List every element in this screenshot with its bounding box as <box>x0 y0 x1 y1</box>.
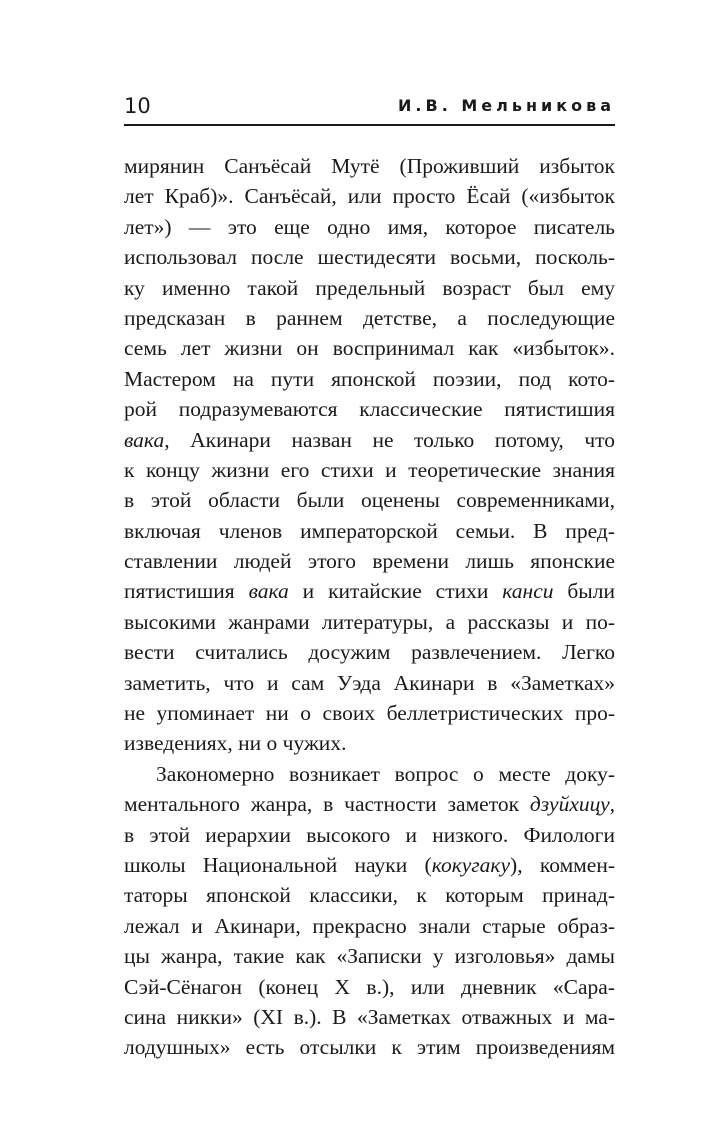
text-line: Мастером на пути японской поэзии, под кото- <box>124 366 615 391</box>
text-line: лет Краб)». Санъёсай, или просто Ёсай («избыток <box>124 184 615 209</box>
text-line: использовал после шестидесяти восьми, посколь- <box>124 245 615 270</box>
text-line: таторы японской классики, к которым принад- <box>124 883 615 908</box>
text-line: ставлении людей этого времени лишь японские <box>124 549 615 574</box>
text-line: вести считались досужим развлечением. Легко <box>124 640 615 665</box>
text-line: ментального жанра, в частности заметок дзуйхицу, <box>124 792 615 817</box>
text-line: школы Национальной науки (кокугаку), коммен- <box>124 852 615 877</box>
text-line-paragraph-end: изведениях, ни о чужих. <box>124 731 347 756</box>
text-line: не упоминает ни о своих беллетристических про- <box>124 701 615 726</box>
text-line: включая членов императорской семьи. В пред- <box>124 518 615 543</box>
text-line: предсказан в раннем детстве, а последующие <box>124 305 615 330</box>
running-head-author: И.В. Мельникова <box>398 96 615 115</box>
text-line: лежал и Акинари, прекрасно знали старые образ- <box>124 913 615 938</box>
text-line: мирянин Санъёсай Мутё (Проживший избыток <box>124 154 615 178</box>
text-line: лет») — это еще одно имя, которое писатель <box>124 214 615 239</box>
text-line: Сэй-Сёнагон (конец X в.), или дневник «Сара- <box>124 974 615 999</box>
text-line: высокими жанрами литературы, а рассказы и по- <box>124 609 615 634</box>
italic-term: канси <box>502 579 554 604</box>
text-line: пятистишия вака и китайские стихи канси были <box>124 579 615 604</box>
text-line-paragraph-start: Закономерно возникает вопрос о месте доку- <box>156 761 615 786</box>
text-line: в этой области были оценены современниками, <box>124 488 615 513</box>
page-number: 10 <box>124 94 151 118</box>
italic-term: вака <box>248 579 289 604</box>
text-line: лодушных» есть отсылки к этим произведениям <box>124 1035 615 1060</box>
body-text <box>124 151 615 1063</box>
text-line: ку именно такой предельный возраст был ему <box>124 275 615 300</box>
text-line: к концу жизни его стихи и теоретические знания <box>124 457 615 482</box>
text-line: вака, Акинари назван не только потому, что <box>124 427 615 452</box>
text-line: рой подразумеваются классические пятистишия <box>124 397 615 422</box>
text-line: заметить, что и сам Уэда Акинари в «Заметках» <box>124 670 615 695</box>
text-line: сина никки» (XI в.). В «Заметках отважных и ма- <box>124 1004 615 1029</box>
text-line: семь лет жизни он воспринимал как «избыток». <box>124 336 615 361</box>
text-line: в этой иерархии высокого и низкого. Филологи <box>124 822 615 847</box>
page-header <box>124 92 615 126</box>
text-line: цы жанра, такие как «Записки у изголовья» дамы <box>124 944 615 969</box>
italic-term: кокугаку <box>431 852 511 877</box>
italic-term: вака <box>124 427 165 452</box>
italic-term: дзуйхицу <box>529 792 610 817</box>
